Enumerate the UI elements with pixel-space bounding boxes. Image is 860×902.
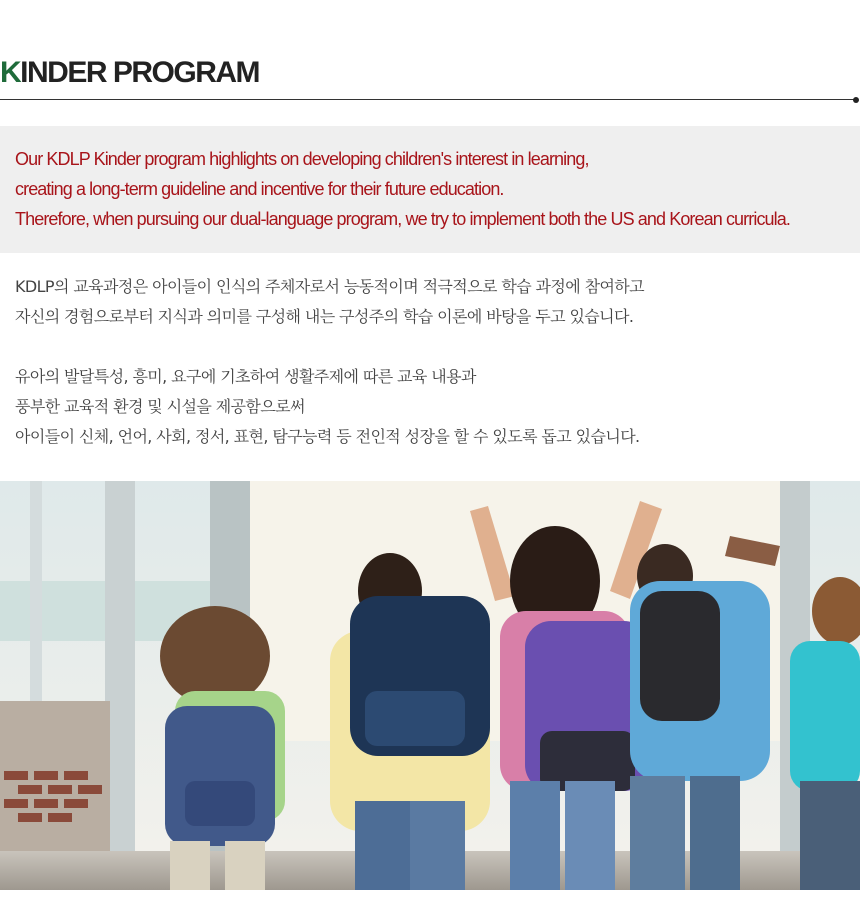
page-title-text: INDER PROGRAM xyxy=(20,56,260,89)
page-header xyxy=(0,54,860,94)
page-title xyxy=(0,54,860,92)
intro-line: Our KDLP Kinder program highlights on developing children's interest in learning, xyxy=(15,149,589,169)
children-running-photo xyxy=(0,481,860,890)
intro-line: creating a long-term guideline and incentive for their future education. xyxy=(15,179,504,199)
description-text xyxy=(15,272,644,482)
description-line: 아이들이 신체, 언어, 사회, 정서, 표현, 탐구능력 등 전인적 성장을 할 수 있도록 돕고 있습니다. xyxy=(15,427,640,446)
intro-box xyxy=(0,126,860,253)
description-paragraph xyxy=(15,272,644,332)
description-paragraph xyxy=(15,362,644,452)
description-line: 풍부한 교육적 환경 및 시설을 제공함으로써 xyxy=(15,397,305,416)
description-line: KDLP의 교육과정은 아이들이 인식의 주체자로서 능동적이며 적극적으로 학습 과정에 참여하고 xyxy=(15,277,645,296)
title-divider-dot xyxy=(853,97,859,103)
title-divider xyxy=(0,99,856,100)
intro-line: Therefore, when pursuing our dual-language program, we try to implement both the US and Korean curricula. xyxy=(15,209,790,229)
page-title-accent: K xyxy=(0,56,21,89)
description-line: 자신의 경험으로부터 지식과 의미를 구성해 내는 구성주의 학습 이론에 바탕을 두고 있습니다. xyxy=(15,307,634,326)
description-line: 유아의 발달특성, 흥미, 요구에 기초하여 생활주제에 따른 교육 내용과 xyxy=(15,367,476,386)
